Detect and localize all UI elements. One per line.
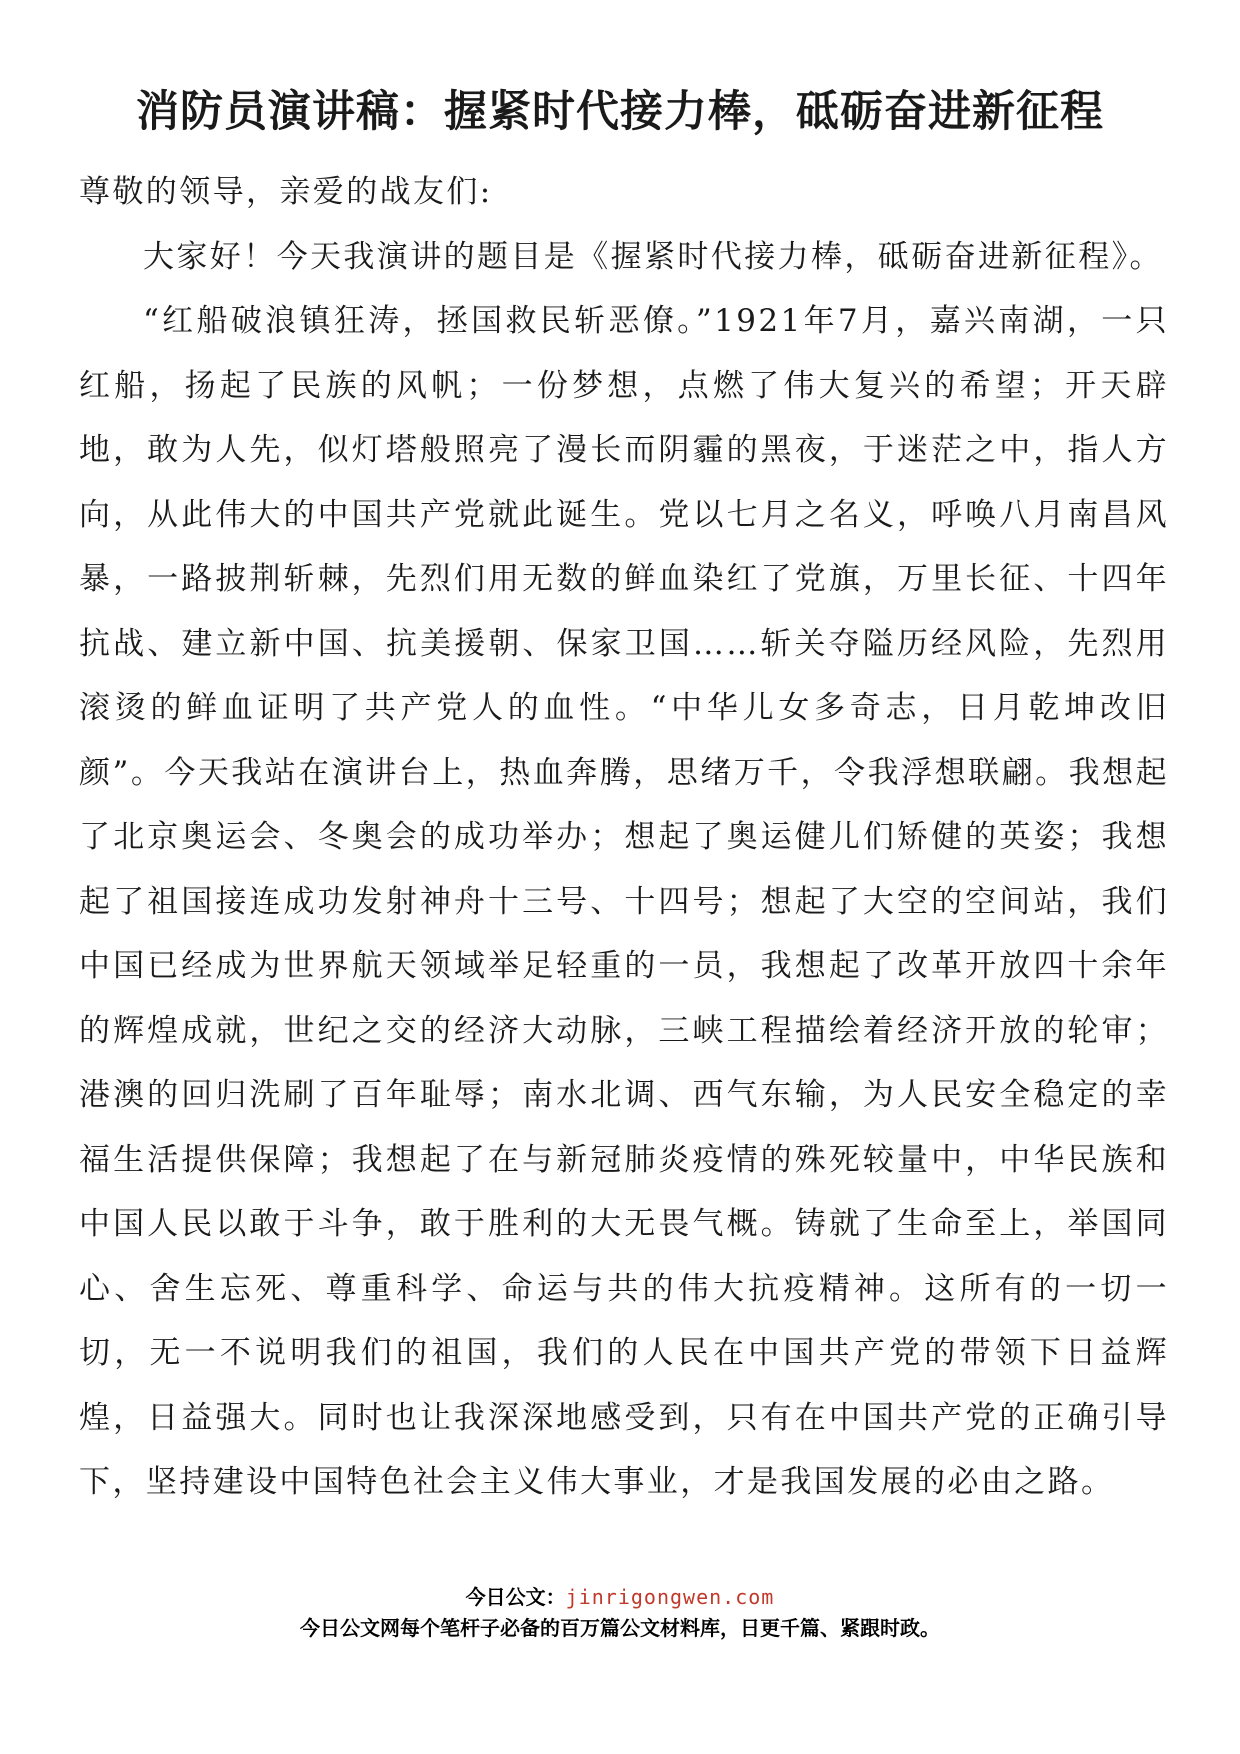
footer-url-link[interactable]: jinrigongwen.com xyxy=(565,1585,775,1609)
paragraph-intro: 大家好！今天我演讲的题目是《握紧时代接力棒，砥砺奋进新征程》。 xyxy=(143,238,1163,275)
footer-source-line xyxy=(0,1582,1240,1612)
document-body xyxy=(79,160,1169,1515)
paragraph-main: “红船破浪镇狂涛，拯国救民斩恶僚。”1921年7月，嘉兴南湖，一只红船，扬起了民族的风帆；一份梦想，点燃了伟大复兴的希望；开天辟地，敢为人先，似灯塔般照亮了漫长而阴霾的黑夜，于迷茫之中，指人方向，从此伟大的中国共产党就此诞生。党以七月之名义，呼唤八月南昌风暴，一路披荆斩棘，先烈们用无数的鲜血染红了党旗，万里长征、十四年抗战、建立新中国、抗美援朝、保家卫国……斩关夺隘历经风险，先烈用滚烫的鲜血证明了共产党人的血性。“中华儿女多奇志，日月乾坤改旧颜”。今天我站在演讲台上，热血奔腾，思绪万千，令我浮想联翩。我想起了北京奥运会、冬奥会的成功举办；想起了奥运健儿们矫健的英姿；我想起了祖国接连成功发射神舟十三号、十四号；想起了大空的空间站，我们中国已经成为世界航天领域举足轻重的一员，我想起了改革开放四十余年的辉煌成就，世纪之交的经济大动脉，三峡工程描绘着经济开放的轮审；港澳的回归洗刷了百年耻辱；南水北调、西气东输，为人民安全稳定的幸福生活提供保障；我想起了在与新冠肺炎疫情的殊死较量中，中华民族和中国人民以敢于斗争，敢于胜利的大无畏气概。铸就了生命至上，举国同心、舍生忘死、尊重科学、命运与共的伟大抗疫精神。这所有的一切一切，无一不说明我们的祖国，我们的人民在中国共产党的带领下日益辉煌，日益强大。同时也让我深深地感受到，只有在中国共产党的正确引导下，坚持建设中国特色社会主义伟大事业，才是我国发展的必由之路。 xyxy=(79,303,1169,1500)
footer-slogan: 今日公文网每个笔杆子必备的百万篇公文材料库，日更千篇、紧跟时政。 xyxy=(300,1616,940,1640)
footer xyxy=(0,1582,1240,1644)
document-title: 消防员演讲稿：握紧时代接力棒，砥砺奋进新征程 xyxy=(136,87,1104,137)
footer-label: 今日公文： xyxy=(465,1585,566,1609)
salutation: 尊敬的领导，亲爱的战友们: xyxy=(79,174,493,210)
